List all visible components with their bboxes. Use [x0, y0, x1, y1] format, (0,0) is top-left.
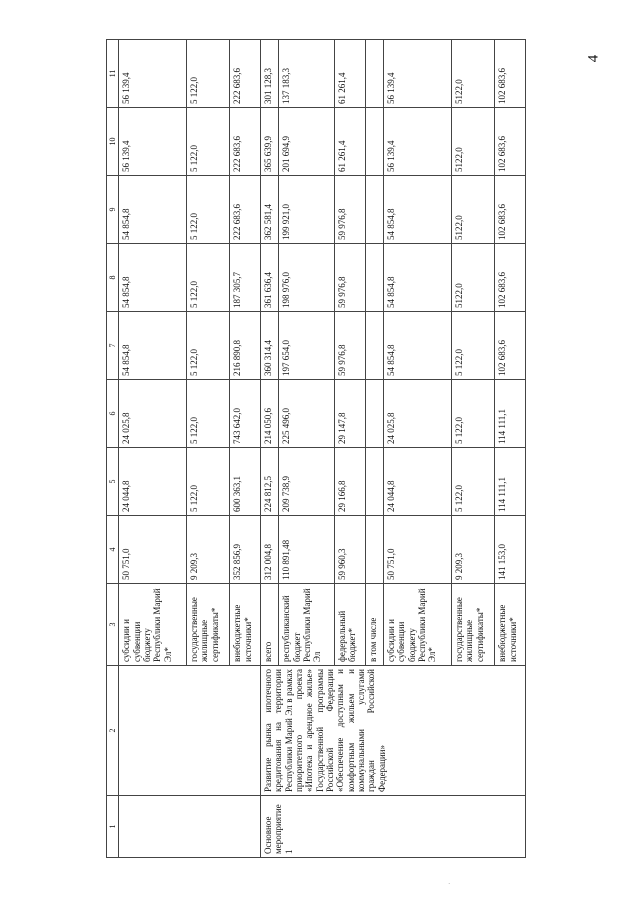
value-cell: 137 183,3: [279, 40, 335, 108]
event-cell: [119, 796, 261, 858]
value-cell: [365, 516, 383, 584]
value-cell: 24 025,8: [119, 380, 187, 448]
value-cell: 114 111,1: [495, 380, 526, 448]
value-cell: 110 891,48: [279, 516, 335, 584]
value-cell: 362 581,4: [261, 176, 279, 244]
column-header: 4: [107, 516, 119, 584]
value-cell: 102 683,6: [495, 176, 526, 244]
value-cell: 301 128,3: [261, 40, 279, 108]
description-cell: Развитие рынка ипотечного кредитования на территории Республики Марий Эл в рамках приоритетного проекта «Ипотека и арендное жилье» Государственной программы Российской Федерации «Обеспечение доступным и комфортным жильем и коммунальными услугами граждан Российской Федерации»: [261, 666, 526, 796]
funding-table: [106, 39, 526, 858]
event-cell: Основное мероприятие 1: [261, 796, 526, 858]
value-cell: 29 166,8: [334, 448, 365, 516]
value-cell: 9 209,3: [452, 516, 495, 584]
funding-source-cell: внебюджетные источники*: [230, 584, 261, 666]
value-cell: 187 305,7: [230, 244, 261, 312]
value-cell: 54 854,8: [384, 312, 452, 380]
value-cell: 312 004,8: [261, 516, 279, 584]
value-cell: 54 854,8: [119, 176, 187, 244]
value-cell: 141 153,0: [495, 516, 526, 584]
value-cell: 61 261,4: [334, 108, 365, 176]
value-cell: 199 921,0: [279, 176, 335, 244]
value-cell: [365, 176, 383, 244]
value-cell: 50 751,0: [384, 516, 452, 584]
value-cell: 209 738,9: [279, 448, 335, 516]
column-header: 2: [107, 666, 119, 796]
value-cell: [365, 312, 383, 380]
value-cell: [365, 244, 383, 312]
funding-source-cell: республиканский бюджет Республики Марий Эл: [279, 584, 335, 666]
scan-mark: ·: [448, 880, 451, 888]
value-cell: 56 139,4: [119, 40, 187, 108]
page-number: 4: [585, 54, 602, 63]
value-cell: 360 314,4: [261, 312, 279, 380]
value-cell: 5 122,0: [187, 176, 230, 244]
value-cell: 5 122,0: [452, 448, 495, 516]
column-header: 8: [107, 244, 119, 312]
value-cell: 198 976,0: [279, 244, 335, 312]
value-cell: 56 139,4: [119, 108, 187, 176]
column-header: 1: [107, 796, 119, 858]
value-cell: 5 122,0: [452, 312, 495, 380]
value-cell: 59 976,8: [334, 312, 365, 380]
funding-source-cell: внебюджетные источники*: [495, 584, 526, 666]
value-cell: 24 025,8: [384, 380, 452, 448]
value-cell: [365, 448, 383, 516]
value-cell: 54 854,8: [384, 244, 452, 312]
table-row: [261, 40, 279, 858]
funding-source-cell: субсидии и субвенции бюджету Республики Марий Эл*: [119, 584, 187, 666]
column-header: 7: [107, 312, 119, 380]
value-cell: 361 636,4: [261, 244, 279, 312]
value-cell: 9 209,3: [187, 516, 230, 584]
table-row: [119, 40, 187, 858]
funding-source-cell: государственные жилищные сертификаты*: [452, 584, 495, 666]
value-cell: 216 890,8: [230, 312, 261, 380]
column-header: 9: [107, 176, 119, 244]
table-body: [119, 40, 526, 858]
value-cell: 5 122,0: [187, 380, 230, 448]
value-cell: 224 812,5: [261, 448, 279, 516]
value-cell: 365 639,9: [261, 108, 279, 176]
value-cell: 222 683,6: [230, 40, 261, 108]
value-cell: 5 122,0: [452, 380, 495, 448]
funding-source-cell: государственные жилищные сертификаты*: [187, 584, 230, 666]
column-number-row: [107, 40, 119, 858]
column-header: 6: [107, 380, 119, 448]
value-cell: 197 654,0: [279, 312, 335, 380]
value-cell: 201 694,9: [279, 108, 335, 176]
value-cell: 743 642,0: [230, 380, 261, 448]
value-cell: 59 960,3: [334, 516, 365, 584]
value-cell: 5122,0: [452, 244, 495, 312]
value-cell: 5 122,0: [187, 448, 230, 516]
value-cell: 225 496,0: [279, 380, 335, 448]
value-cell: 102 683,6: [495, 244, 526, 312]
funding-source-cell: всего: [261, 584, 279, 666]
value-cell: 5 122,0: [187, 312, 230, 380]
value-cell: 5122,0: [452, 108, 495, 176]
value-cell: 54 854,8: [384, 176, 452, 244]
value-cell: 59 976,8: [334, 176, 365, 244]
value-cell: 214 050,6: [261, 380, 279, 448]
value-cell: 102 683,6: [495, 108, 526, 176]
funding-source-cell: субсидии и субвенции бюджету Республики Марий Эл*: [384, 584, 452, 666]
value-cell: 56 139,4: [384, 40, 452, 108]
value-cell: 5 122,0: [187, 40, 230, 108]
value-cell: 5 122,0: [187, 244, 230, 312]
value-cell: 61 261,4: [334, 40, 365, 108]
column-header: 11: [107, 40, 119, 108]
value-cell: [365, 380, 383, 448]
value-cell: 24 044,8: [119, 448, 187, 516]
value-cell: 114 111,1: [495, 448, 526, 516]
value-cell: 54 854,8: [119, 244, 187, 312]
column-header: 5: [107, 448, 119, 516]
description-cell: [119, 666, 261, 796]
value-cell: 222 683,6: [230, 108, 261, 176]
value-cell: 5 122,0: [187, 108, 230, 176]
value-cell: 5122,0: [452, 40, 495, 108]
value-cell: 59 976,8: [334, 244, 365, 312]
value-cell: 102 683,6: [495, 312, 526, 380]
value-cell: 222 683,6: [230, 176, 261, 244]
value-cell: 50 751,0: [119, 516, 187, 584]
value-cell: 5122,0: [452, 176, 495, 244]
column-header: 10: [107, 108, 119, 176]
value-cell: 102 683,6: [495, 40, 526, 108]
value-cell: 600 363,1: [230, 448, 261, 516]
value-cell: 24 044,8: [384, 448, 452, 516]
value-cell: [365, 40, 383, 108]
value-cell: 54 854,8: [119, 312, 187, 380]
funding-source-cell: в том числе: [365, 584, 383, 666]
value-cell: 56 139,4: [384, 108, 452, 176]
value-cell: 352 856,9: [230, 516, 261, 584]
value-cell: [365, 108, 383, 176]
column-header: 3: [107, 584, 119, 666]
value-cell: 29 147,8: [334, 380, 365, 448]
funding-source-cell: федеральный бюджет*: [334, 584, 365, 666]
